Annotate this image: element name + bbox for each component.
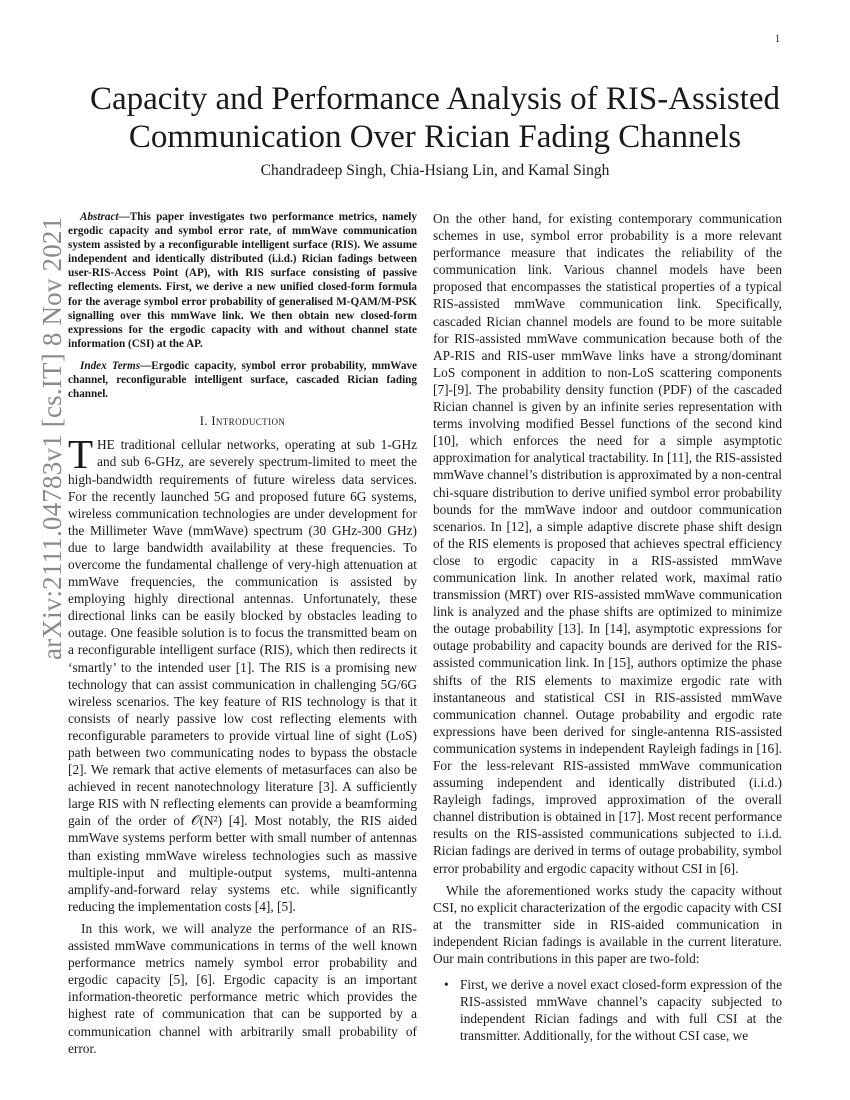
abstract-label: Abstract bbox=[80, 211, 119, 223]
intro-paragraph-1-text: HE traditional cellular networks, operating at sub 1-GHz and sub 6-GHz, are severely spectrum-limited to meet the high-bandwidth requirements of future wireless data services. For the recently launched 5G and proposed future 6G systems, wireless communication technologies are under development for the Millimeter Wave (mmWave) spectrum (30 GHz-300 GHz) due to large bandwidth availability at these frequencies. To overcome the fundamental challenge of very-high attenuation at mmWave frequencies, the communication is assisted by employing highly directional antennas. Unfortunately, these directional links can be easily blocked by obstacles leading to outage. One feasible solution is to focus the transmitted beam on a reconfigurable intelligent surface (RIS), which then redirects it ‘smartly’ to the intended user [1]. The RIS is a promising new technology that can assist communication in challenging 5G/6G wireless scenarios. The key feature of RIS technology is that it consists of nearly passive low cost reflecting elements with reconfigurable parameters to provide virtual line of sight (LoS) path between two communicating nodes to bypass the obstacle [2]. We remark that active elements of metasurfaces can also be achieved in recent nanotechnology literature [3]. A sufficiently large RIS with N reflecting elements can provide a beamforming gain of the order of 𝒪(N²) [4]. Most notably, the RIS aided mmWave systems perform better with small number of antennas than existing mmWave wireless technologies such as massive multiple-input and multiple-output systems, multi-antenna amplify-and-forward relay systems etc. while significantly reducing the implementation costs [4], [5]. bbox=[68, 437, 417, 914]
contributions-list bbox=[433, 976, 782, 1044]
section-heading-introduction: I. Introduction bbox=[199, 414, 286, 429]
right-paragraph-1: On the other hand, for existing contemporary communication schemes in use, symbol error probability is a more relevant performance measure that indicates the reliability of the communication link. Various channel models have been proposed that encompasses the statistical properties of a typical RIS-assisted mmWave communication link. Specifically, cascaded Rician channel models are found to be more suitable for RIS-assisted mmWave communication because both of the AP-RIS and RIS-user mmWave links have a strong/dominant LoS component in addition to non-LoS scattering components [7]-[9]. The probability density function (PDF) of the cascaded Rician channel is given by an infinite series representation with terms involving modified Bessel functions of the second kind [10], which enforces the need for a simple asymptotic approximation for analytical tractability. In [11], the RIS-assisted mmWave channel’s distribution is approximated by a non-central chi-square distribution to derive unified symbol error probability bounds for the mmWave indoor and outdoor communication scenarios. In [12], a simple adaptive discrete phase shift design of the RIS elements is proposed that achieves spectral efficiency close to ergodic capacity in a RIS-assisted mmWave communication link. In another related work, maximal ratio transmission (MRT) over RIS-assisted mmWave communication link is analyzed and the phase shifts are optimized to minimize the outage probability [13]. In [14], asymptotic expressions for outage probability and capacity bounds are derived for the RIS-assisted communication link. In [15], authors optimize the phase shifts of the RIS elements to maximize ergodic rate with instantaneous and statistical CSI in RIS-assisted mmWave communication channel. Outage probability and ergodic rate expressions have been derived for single-antenna RIS-assisted communication systems in independent Rayleigh fadings in [16]. For the less-relevant RIS-assisted mmWave communication assuming independent and identically distributed (i.i.d.) Rayleigh fadings, improved approximation of the overall channel distribution is obtained in [17]. Most recent performance results on the RIS-assisted communications subjected to i.i.d. Rician fadings are derived in terms of outage probability, symbol error probability and ergodic capacity without CSI in [6]. bbox=[433, 211, 782, 876]
arxiv-identifier bbox=[36, 216, 68, 660]
abstract bbox=[68, 210, 417, 351]
title-line-2: Communication Over Rician Fading Channels bbox=[128, 119, 742, 155]
left-column bbox=[68, 210, 417, 1057]
index-terms-text: —Ergodic capacity, symbol error probability, mmWave channel, reconfigurable intelligent surface, cascaded Rician fading channel. bbox=[68, 359, 417, 401]
right-column bbox=[433, 210, 782, 1045]
page-number: 1 bbox=[775, 34, 780, 45]
abstract-text: —This paper investigates two performance metrics, namely ergodic capacity and symbol error rate, of mmWave communication system assisted by a reconfigurable intelligent surface (RIS). We assume independent and identically distributed (i.i.d.) Rician fadings between user-RIS-Access Point (AP), with RIS surface consisting of passive reflecting elements. First, we derive a new unified closed-form formula for the average symbol error probability of generalised M-QAM/M-PSK signalling over this mmWave link. We then obtain new closed-form expressions for the ergodic capacity with and without channel state information (CSI) at the AP. bbox=[68, 211, 417, 350]
right-paragraph-2: While the aforementioned works study the capacity without CSI, no explicit characterization of the ergodic capacity with CSI at the transmitter side in RIS-aided communication in independent Rician fadings is available in the current literature. Our main contributions in this paper are two-fold: bbox=[433, 882, 782, 967]
paper-title bbox=[60, 80, 810, 156]
author-list: Chandradeep Singh, Chia-Hsiang Lin, and Kamal Singh bbox=[260, 162, 610, 179]
arxiv-identifier-text: arXiv:2111.04783v1 [cs.IT] 8 Nov 2021 bbox=[37, 216, 67, 660]
intro-paragraph-2: In this work, we will analyze the performance of an RIS-assisted mmWave communications in terms of the well known performance metrics namely symbol error probability and ergodic capacity [5], [6]. Ergodic capacity is an important information-theoretic performance metric which provides the highest rate of communication that can be supported by a communication channel with arbitrarily small probability of error. bbox=[68, 920, 417, 1056]
contribution-item: • First, we derive a novel exact closed-form expression of the RIS-assisted mmWave channel’s capacity subjected to independent Rician fadings and with full CSI at the transmitter. Additionally, for the without CSI case, we bbox=[460, 976, 782, 1044]
index-terms-label: Index Terms bbox=[80, 359, 141, 372]
drop-cap: T bbox=[68, 431, 94, 478]
title-line-1: Capacity and Performance Analysis of RIS-Assisted bbox=[89, 81, 781, 117]
intro-paragraph-1 bbox=[68, 431, 417, 915]
index-terms bbox=[68, 359, 417, 401]
